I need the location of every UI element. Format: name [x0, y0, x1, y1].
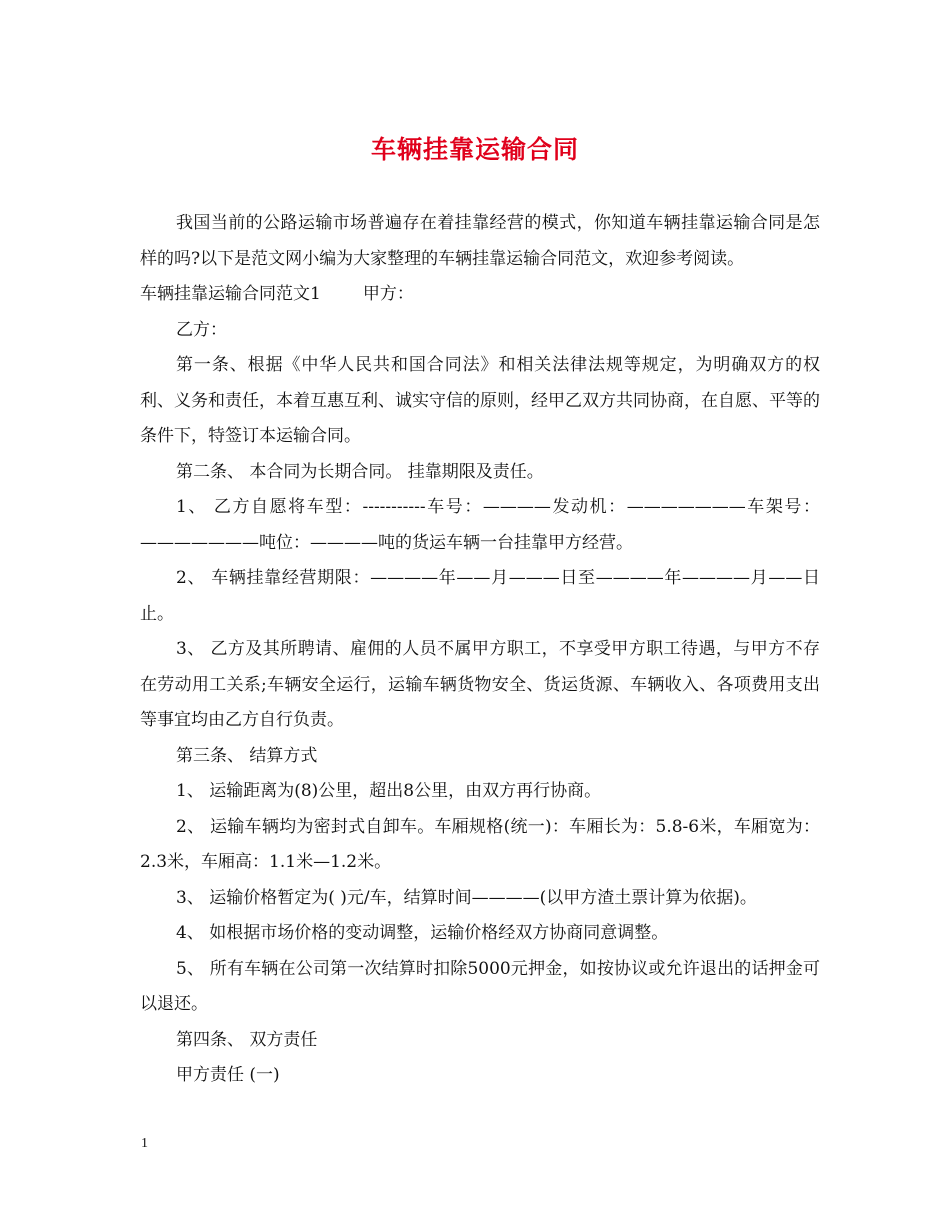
party-b-label: 乙方： [176, 319, 227, 340]
article-3-item-4: 4、 如根据市场价格的变动调整，运输价格经双方协商同意调整。 [176, 923, 669, 943]
document-title: 车辆挂靠运输合同 [370, 135, 579, 164]
article-2-item-1: 1、 乙方自愿将车型：-----------车号：————发动机：———————车架号：———————吨位：————吨的货运车辆一台挂靠甲方经营。 [140, 497, 820, 553]
article-3-item-5: 5、 所有车辆在公司第一次结算时扣除5000元押金，如按协议或允许退出的话押金可以退还。 [140, 958, 820, 1014]
sample-heading-line [140, 277, 820, 313]
document-body [140, 206, 820, 1094]
article-3-item-2: 2、 运输车辆均为密封式自卸车。车厢规格(统一)：车厢长为：5.8-6米，车厢宽为：2.3米，车厢高：1.1米—1.2米。 [140, 816, 820, 872]
party-a-duties-heading: 甲方责任 (一) [176, 1065, 280, 1085]
page-number: 1 [141, 1136, 148, 1151]
article-2-heading: 第二条、 本合同为长期合同。 挂靠期限及责任。 [176, 461, 544, 482]
article-2-item-2: 2、 车辆挂靠经营期限：————年——月———日至————年————月——日止。 [140, 568, 820, 624]
article-1: 第一条、根据《中华人民共和国合同法》和相关法律法规等规定，为明确双方的权利、义务和责任，本着互惠互利、诚实守信的原则，经甲乙双方共同协商，在自愿、平等的条件下，特签订本运输合同。 [140, 355, 820, 446]
intro-paragraph: 我国当前的公路运输市场普遍存在着挂靠经营的模式，你知道车辆挂靠运输合同是怎样的吗?以下是范文网小编为大家整理的车辆挂靠运输合同范文，欢迎参考阅读。 [140, 213, 820, 269]
article-4-heading: 第四条、 双方责任 [176, 1029, 318, 1050]
article-3-item-1: 1、 运输距离为(8)公里，超出8公里，由双方再行协商。 [176, 781, 602, 801]
sample-heading: 车辆挂靠运输合同范文1 [140, 284, 321, 304]
article-3-item-3: 3、 运输价格暂定为( )元/车，结算时间————(以甲方渣土票计算为依据)。 [176, 887, 757, 908]
article-3-heading: 第三条、 结算方式 [176, 745, 318, 766]
party-a-label: 甲方： [362, 284, 414, 304]
article-2-item-3: 3、 乙方及其所聘请、雇佣的人员不属甲方职工，不享受甲方职工待遇，与甲方不存在劳动用工关系;车辆安全运行，运输车辆货物安全、货运货源、车辆收入、各项费用支出等事宜均由乙方自行负责。 [140, 639, 820, 730]
